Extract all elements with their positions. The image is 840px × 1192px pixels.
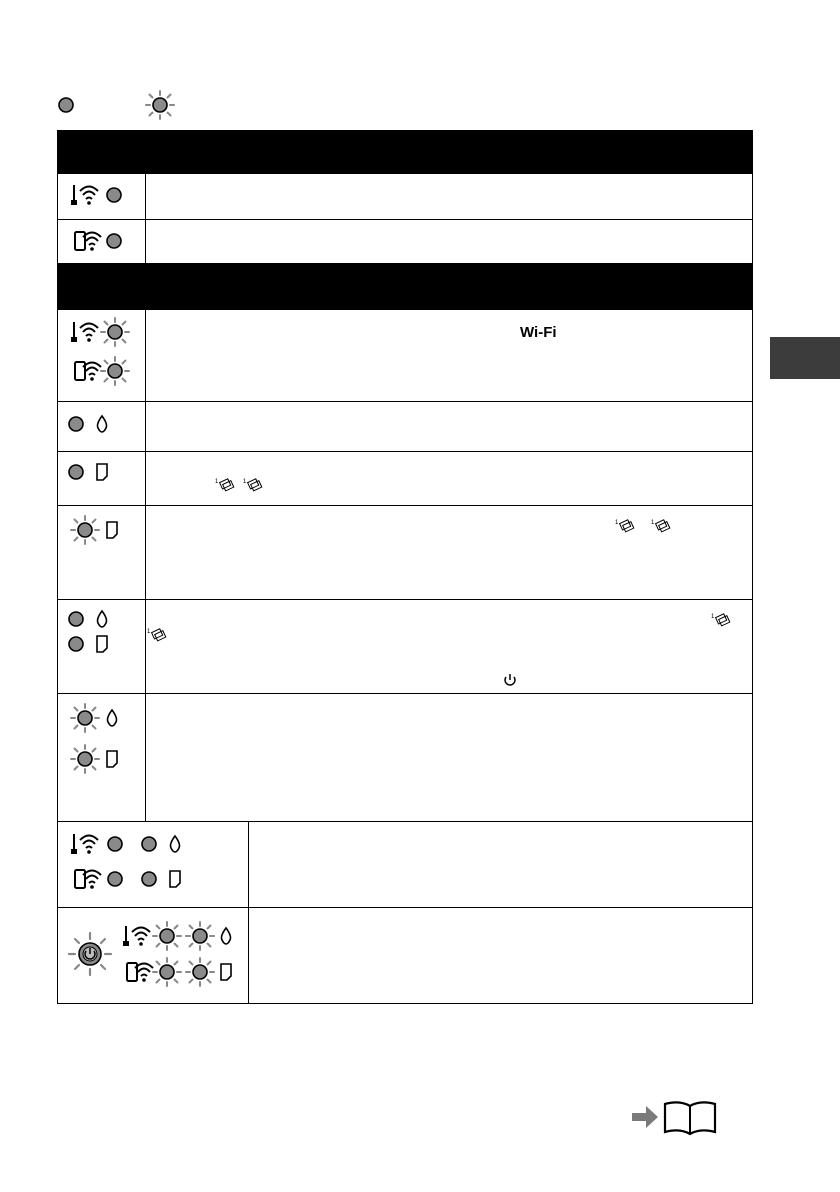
copy-icon [147, 629, 166, 641]
section-header-2 [57, 264, 753, 310]
table-row [57, 310, 753, 402]
copy-icon [243, 479, 262, 491]
section-tab [770, 337, 840, 379]
paper-icon [170, 871, 180, 887]
light-off-icon [69, 612, 83, 626]
light-off-icon [108, 837, 122, 851]
paper-icon [97, 636, 107, 652]
light-flashing-icon [71, 516, 99, 544]
light-flashing-icon [153, 958, 181, 986]
light-off-icon [69, 637, 83, 651]
ink-drop-icon [222, 928, 231, 944]
light-off-icon [107, 234, 121, 248]
light-flashing-icon [153, 922, 181, 950]
power-light-flashing-icon [69, 933, 111, 975]
wifi-device-icon [75, 870, 101, 889]
light-flashing-icon [71, 704, 99, 732]
light-flashing-icon [146, 91, 174, 119]
table-row [57, 220, 753, 264]
open-book-icon [665, 1102, 715, 1134]
copy-icon [215, 479, 234, 491]
wifi-router-icon [71, 185, 98, 205]
arrow-right-icon [632, 1106, 658, 1128]
table-row [57, 600, 753, 694]
light-flashing-icon [186, 958, 214, 986]
ink-drop-icon [98, 611, 107, 627]
wifi-device-icon [75, 362, 101, 381]
table-row [57, 694, 753, 822]
copy-icon [711, 614, 730, 626]
table-row [57, 908, 753, 1004]
light-flashing-icon [71, 745, 99, 773]
power-icon [505, 674, 515, 685]
ink-drop-icon [171, 836, 180, 852]
wifi-label: Wi-Fi [520, 324, 557, 341]
footer-reference [628, 1098, 728, 1138]
paper-icon [107, 522, 117, 538]
light-off-icon [59, 98, 73, 112]
table-row [57, 822, 753, 908]
table-row [57, 452, 753, 506]
legend [50, 88, 190, 124]
table-row [57, 506, 753, 600]
light-off-icon [69, 417, 83, 431]
wifi-device-icon [75, 232, 101, 251]
paper-icon [107, 751, 117, 767]
light-flashing-icon [101, 318, 129, 346]
paper-icon [221, 964, 231, 980]
light-flashing-icon [186, 922, 214, 950]
light-flashing-icon [101, 357, 129, 385]
wifi-router-icon [123, 926, 150, 946]
section-header-1 [57, 130, 753, 174]
light-off-icon [69, 465, 83, 479]
wifi-router-icon [71, 322, 98, 342]
light-off-icon [142, 837, 156, 851]
ink-drop-icon [98, 416, 107, 432]
light-off-icon [142, 872, 156, 886]
table-row [57, 402, 753, 452]
paper-icon [97, 464, 107, 480]
copy-icon [651, 520, 670, 532]
light-off-icon [107, 188, 121, 202]
copy-icon [615, 520, 634, 532]
wifi-device-icon [127, 963, 153, 982]
table-row [57, 174, 753, 220]
wifi-router-icon [71, 834, 98, 854]
light-off-icon [108, 872, 122, 886]
ink-drop-icon [108, 710, 117, 726]
